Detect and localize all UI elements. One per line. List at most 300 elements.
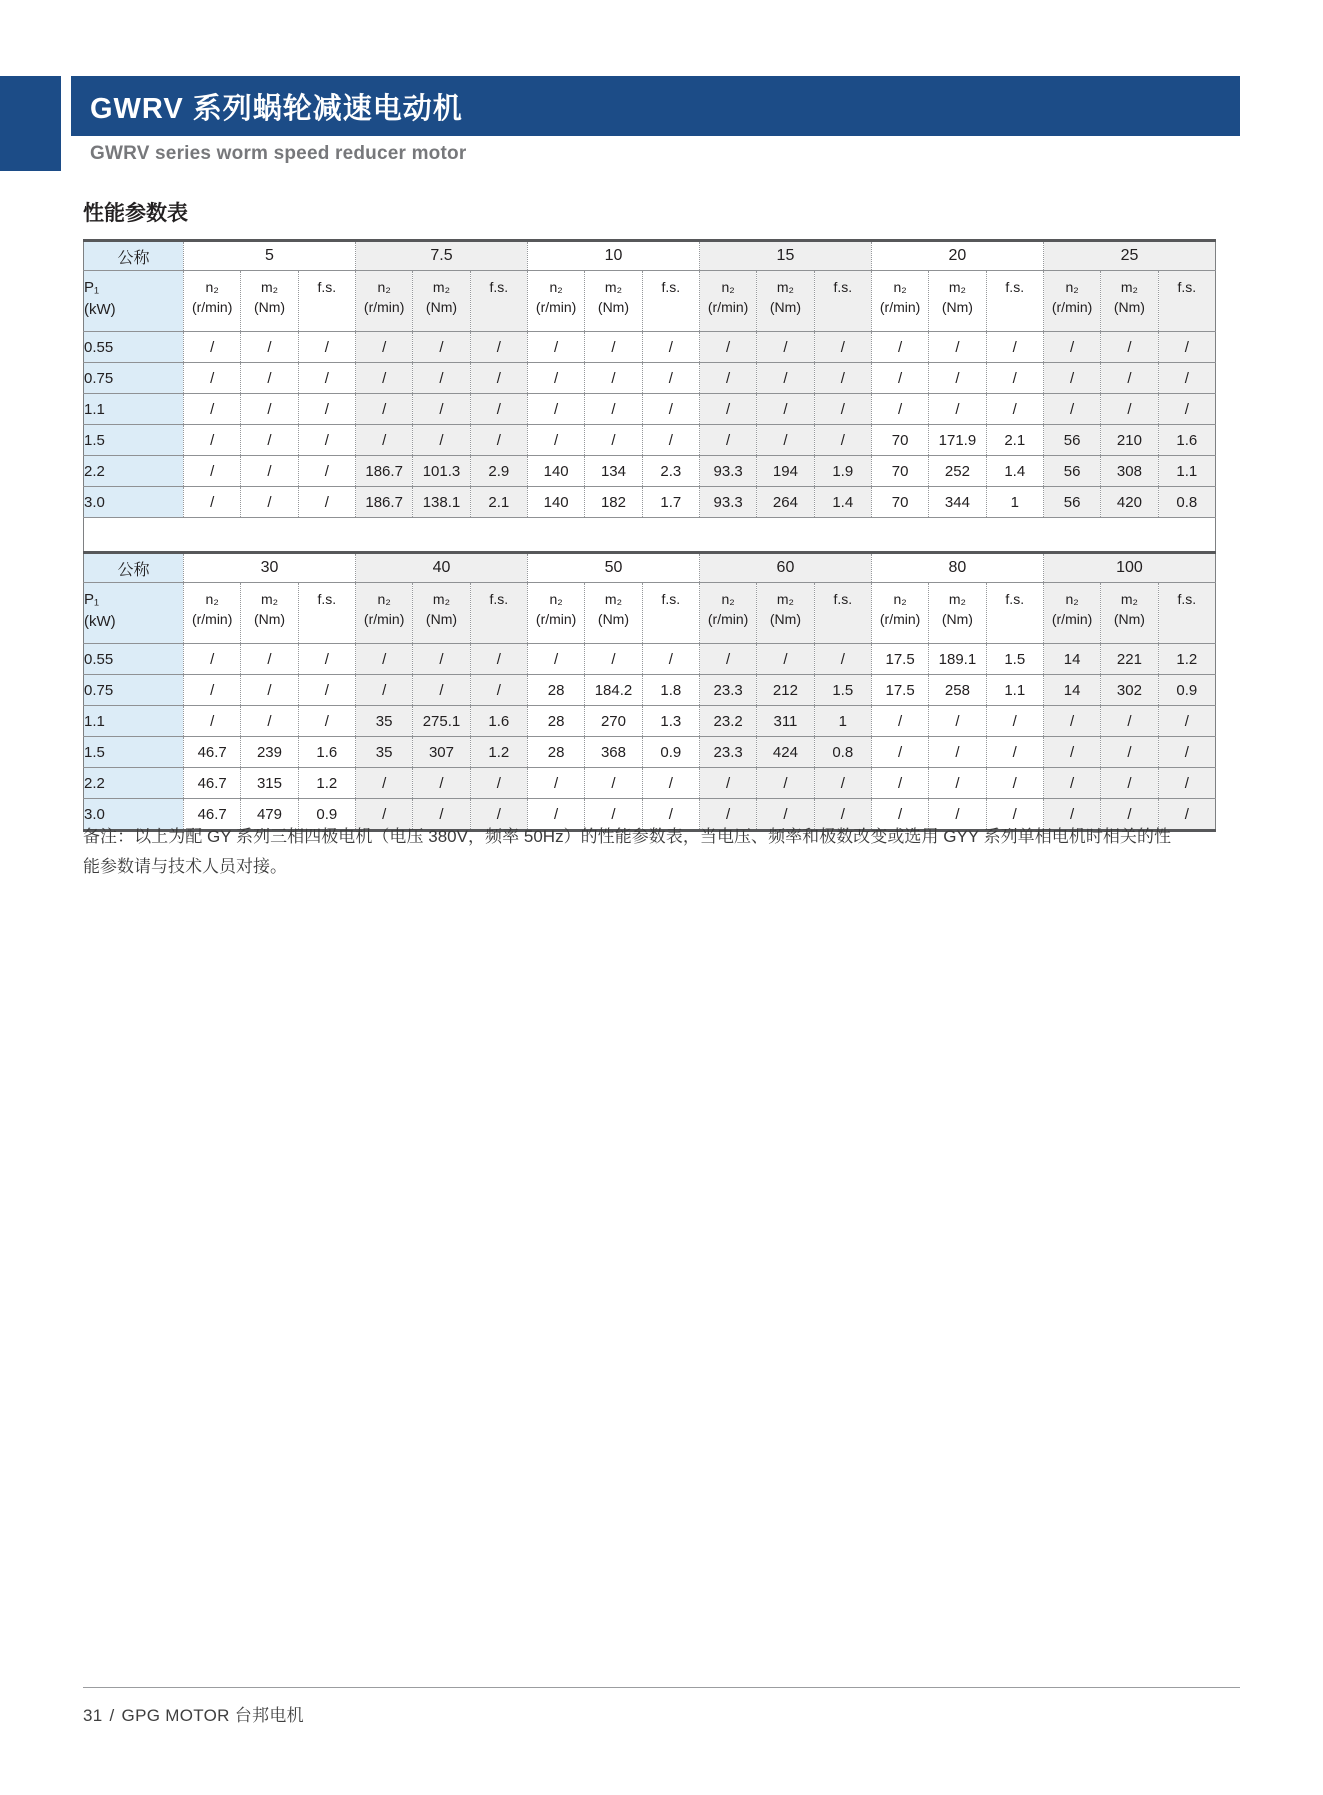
value-cell: /: [1158, 706, 1215, 737]
value-cell: 0.8: [1158, 487, 1215, 518]
speed-header-cell: n₂ (r/min): [699, 583, 756, 644]
value-cell: 302: [1101, 675, 1158, 706]
power-value-cell: 0.55: [84, 644, 184, 675]
value-cell: /: [585, 768, 642, 799]
value-cell: /: [871, 737, 928, 768]
value-cell: 186.7: [355, 456, 412, 487]
speed-header-cell: n₂ (r/min): [1043, 271, 1100, 332]
value-cell: /: [355, 644, 412, 675]
value-cell: /: [298, 456, 355, 487]
value-cell: /: [929, 332, 986, 363]
value-cell: 186.7: [355, 487, 412, 518]
value-cell: 0.9: [298, 799, 355, 831]
value-cell: /: [642, 425, 699, 456]
value-cell: /: [470, 394, 527, 425]
value-cell: /: [986, 363, 1043, 394]
value-cell: /: [585, 394, 642, 425]
value-cell: /: [929, 363, 986, 394]
value-cell: /: [699, 363, 756, 394]
ratio-table-2: [83, 551, 1216, 832]
column-header-row: [84, 271, 1216, 332]
page-subtitle: GWRV series worm speed reducer motor: [90, 143, 467, 164]
value-cell: /: [470, 799, 527, 831]
power-header-cell: P₁ (kW): [84, 271, 184, 332]
ratio-header-cell: 80: [871, 553, 1043, 583]
value-cell: /: [1043, 363, 1100, 394]
value-cell: 1.1: [986, 675, 1043, 706]
service-factor-header-cell: f.s.: [814, 271, 871, 332]
value-cell: 17.5: [871, 675, 928, 706]
data-row: [84, 425, 1216, 456]
service-factor-header-cell: f.s.: [814, 583, 871, 644]
value-cell: /: [757, 394, 814, 425]
torque-header-cell: m₂ (Nm): [929, 583, 986, 644]
value-cell: 344: [929, 487, 986, 518]
speed-header-cell: n₂ (r/min): [527, 271, 584, 332]
value-cell: /: [871, 799, 928, 831]
value-cell: 368: [585, 737, 642, 768]
value-cell: 70: [871, 487, 928, 518]
value-cell: 2.1: [470, 487, 527, 518]
value-cell: /: [1158, 768, 1215, 799]
power-header-cell: P₁ (kW): [84, 583, 184, 644]
value-cell: 0.8: [814, 737, 871, 768]
service-factor-header-cell: f.s.: [470, 271, 527, 332]
value-cell: /: [184, 332, 241, 363]
value-cell: 56: [1043, 456, 1100, 487]
value-cell: 17.5: [871, 644, 928, 675]
value-cell: /: [470, 768, 527, 799]
value-cell: /: [413, 768, 470, 799]
value-cell: /: [929, 394, 986, 425]
ratio-header-row: [84, 241, 1216, 271]
ratio-header-cell: 40: [355, 553, 527, 583]
value-cell: 70: [871, 456, 928, 487]
power-value-cell: 0.75: [84, 363, 184, 394]
speed-header-cell: n₂ (r/min): [355, 583, 412, 644]
column-header-row: [84, 583, 1216, 644]
value-cell: 1.6: [298, 737, 355, 768]
value-cell: 258: [929, 675, 986, 706]
ratio-header-cell: 60: [699, 553, 871, 583]
value-cell: 252: [929, 456, 986, 487]
value-cell: 23.2: [699, 706, 756, 737]
value-cell: /: [814, 644, 871, 675]
value-cell: 311: [757, 706, 814, 737]
value-cell: /: [413, 675, 470, 706]
value-cell: /: [1043, 768, 1100, 799]
value-cell: 420: [1101, 487, 1158, 518]
value-cell: /: [757, 332, 814, 363]
torque-header-cell: m₂ (Nm): [241, 583, 298, 644]
speed-header-cell: n₂ (r/min): [184, 583, 241, 644]
corner-cell: 公称: [84, 241, 184, 271]
value-cell: /: [699, 644, 756, 675]
value-cell: 2.9: [470, 456, 527, 487]
value-cell: /: [413, 644, 470, 675]
value-cell: /: [585, 799, 642, 831]
value-cell: 239: [241, 737, 298, 768]
service-factor-header-cell: f.s.: [298, 271, 355, 332]
value-cell: 308: [1101, 456, 1158, 487]
value-cell: /: [986, 768, 1043, 799]
data-row: [84, 363, 1216, 394]
data-row: [84, 768, 1216, 799]
value-cell: 264: [757, 487, 814, 518]
value-cell: /: [355, 332, 412, 363]
value-cell: /: [757, 799, 814, 831]
value-cell: 1.4: [814, 487, 871, 518]
value-cell: /: [642, 363, 699, 394]
value-cell: /: [929, 768, 986, 799]
power-value-cell: 3.0: [84, 799, 184, 831]
power-value-cell: 2.2: [84, 456, 184, 487]
power-value-cell: 1.5: [84, 425, 184, 456]
value-cell: /: [470, 675, 527, 706]
torque-header-cell: m₂ (Nm): [757, 583, 814, 644]
value-cell: /: [527, 768, 584, 799]
value-cell: /: [241, 332, 298, 363]
service-factor-header-cell: f.s.: [642, 271, 699, 332]
data-row: [84, 706, 1216, 737]
value-cell: /: [585, 363, 642, 394]
value-cell: /: [871, 706, 928, 737]
power-value-cell: 1.1: [84, 394, 184, 425]
value-cell: /: [871, 394, 928, 425]
value-cell: 23.3: [699, 737, 756, 768]
value-cell: /: [527, 644, 584, 675]
power-value-cell: 3.0: [84, 487, 184, 518]
page-header: [71, 76, 1240, 136]
value-cell: /: [585, 644, 642, 675]
ratio-header-cell: 30: [184, 553, 356, 583]
service-factor-header-cell: f.s.: [1158, 583, 1215, 644]
value-cell: /: [642, 394, 699, 425]
value-cell: /: [298, 425, 355, 456]
ratio-header-cell: 20: [871, 241, 1043, 271]
speed-header-cell: n₂ (r/min): [184, 271, 241, 332]
value-cell: /: [184, 456, 241, 487]
value-cell: 140: [527, 487, 584, 518]
speed-header-cell: n₂ (r/min): [871, 271, 928, 332]
ratio-header-cell: 10: [527, 241, 699, 271]
torque-header-cell: m₂ (Nm): [929, 271, 986, 332]
value-cell: /: [470, 644, 527, 675]
footer-brand: GPG MOTOR 台邦电机: [121, 1706, 304, 1725]
value-cell: 2.1: [986, 425, 1043, 456]
value-cell: 184.2: [585, 675, 642, 706]
ratio-header-cell: 50: [527, 553, 699, 583]
ratio-header-cell: 25: [1043, 241, 1215, 271]
value-cell: /: [1101, 799, 1158, 831]
torque-header-cell: m₂ (Nm): [1101, 583, 1158, 644]
value-cell: 14: [1043, 644, 1100, 675]
value-cell: /: [241, 706, 298, 737]
torque-header-cell: m₂ (Nm): [241, 271, 298, 332]
value-cell: 194: [757, 456, 814, 487]
value-cell: 138.1: [413, 487, 470, 518]
value-cell: /: [355, 394, 412, 425]
value-cell: 307: [413, 737, 470, 768]
value-cell: /: [814, 363, 871, 394]
value-cell: /: [757, 363, 814, 394]
value-cell: 28: [527, 675, 584, 706]
value-cell: /: [184, 363, 241, 394]
value-cell: /: [527, 332, 584, 363]
value-cell: /: [1101, 737, 1158, 768]
value-cell: /: [413, 799, 470, 831]
value-cell: 14: [1043, 675, 1100, 706]
value-cell: /: [1043, 394, 1100, 425]
value-cell: /: [355, 425, 412, 456]
value-cell: 28: [527, 737, 584, 768]
value-cell: 2.3: [642, 456, 699, 487]
data-row: [84, 644, 1216, 675]
value-cell: /: [986, 799, 1043, 831]
value-cell: /: [986, 332, 1043, 363]
value-cell: /: [814, 332, 871, 363]
value-cell: /: [298, 487, 355, 518]
value-cell: 46.7: [184, 799, 241, 831]
value-cell: /: [241, 394, 298, 425]
value-cell: 182: [585, 487, 642, 518]
value-cell: /: [699, 394, 756, 425]
value-cell: /: [814, 394, 871, 425]
service-factor-header-cell: f.s.: [986, 583, 1043, 644]
value-cell: /: [470, 425, 527, 456]
value-cell: 140: [527, 456, 584, 487]
page-number: 31: [83, 1706, 103, 1725]
service-factor-header-cell: f.s.: [1158, 271, 1215, 332]
value-cell: /: [527, 425, 584, 456]
value-cell: 70: [871, 425, 928, 456]
value-cell: 1.7: [642, 487, 699, 518]
value-cell: /: [241, 675, 298, 706]
footer-divider: [83, 1687, 1240, 1688]
table-spacer-row: [83, 518, 1216, 551]
value-cell: /: [699, 332, 756, 363]
value-cell: 46.7: [184, 768, 241, 799]
value-cell: /: [814, 425, 871, 456]
value-cell: 23.3: [699, 675, 756, 706]
value-cell: 212: [757, 675, 814, 706]
section-title: 性能参数表: [83, 202, 188, 225]
speed-header-cell: n₂ (r/min): [527, 583, 584, 644]
value-cell: /: [527, 363, 584, 394]
ratio-table-1: [83, 239, 1216, 518]
value-cell: /: [986, 394, 1043, 425]
value-cell: 1.3: [642, 706, 699, 737]
value-cell: 93.3: [699, 487, 756, 518]
data-row: [84, 394, 1216, 425]
data-row: [84, 456, 1216, 487]
value-cell: 275.1: [413, 706, 470, 737]
value-cell: /: [814, 799, 871, 831]
value-cell: /: [585, 332, 642, 363]
note-text: 备注：以上为配 GY 系列三相四极电机（电压 380V，频率 50Hz）的性能参数表，当电压、频率和极数改变或选用 GYY 系列单相电机时相关的性能参数请与技术人员对接。: [83, 827, 1171, 876]
value-cell: /: [642, 332, 699, 363]
value-cell: 189.1: [929, 644, 986, 675]
value-cell: /: [1158, 737, 1215, 768]
power-value-cell: 1.5: [84, 737, 184, 768]
value-cell: /: [413, 425, 470, 456]
service-factor-header-cell: f.s.: [986, 271, 1043, 332]
ratio-header-row: [84, 553, 1216, 583]
value-cell: 1.2: [470, 737, 527, 768]
value-cell: /: [1158, 799, 1215, 831]
value-cell: /: [355, 675, 412, 706]
power-value-cell: 0.55: [84, 332, 184, 363]
power-value-cell: 0.75: [84, 675, 184, 706]
value-cell: /: [871, 768, 928, 799]
value-cell: /: [413, 363, 470, 394]
value-cell: 424: [757, 737, 814, 768]
performance-parameter-tables: [83, 239, 1216, 832]
ratio-header-cell: 7.5: [355, 241, 527, 271]
speed-header-cell: n₂ (r/min): [871, 583, 928, 644]
value-cell: /: [184, 487, 241, 518]
value-cell: /: [241, 644, 298, 675]
torque-header-cell: m₂ (Nm): [757, 271, 814, 332]
page-title: GWRV 系列蜗轮减速电动机: [90, 92, 463, 125]
value-cell: /: [470, 332, 527, 363]
value-cell: /: [929, 799, 986, 831]
value-cell: /: [527, 394, 584, 425]
value-cell: /: [355, 768, 412, 799]
value-cell: 1.5: [814, 675, 871, 706]
value-cell: 93.3: [699, 456, 756, 487]
value-cell: 1.4: [986, 456, 1043, 487]
value-cell: /: [642, 799, 699, 831]
speed-header-cell: n₂ (r/min): [355, 271, 412, 332]
value-cell: /: [871, 332, 928, 363]
speed-header-cell: n₂ (r/min): [699, 271, 756, 332]
value-cell: 35: [355, 706, 412, 737]
value-cell: /: [699, 425, 756, 456]
value-cell: /: [1043, 737, 1100, 768]
value-cell: /: [1158, 332, 1215, 363]
value-cell: 1.6: [1158, 425, 1215, 456]
value-cell: /: [1101, 363, 1158, 394]
service-factor-header-cell: f.s.: [642, 583, 699, 644]
value-cell: /: [355, 799, 412, 831]
value-cell: /: [1101, 706, 1158, 737]
value-cell: /: [1101, 768, 1158, 799]
torque-header-cell: m₂ (Nm): [585, 271, 642, 332]
torque-header-cell: m₂ (Nm): [413, 271, 470, 332]
value-cell: /: [184, 675, 241, 706]
value-cell: /: [1043, 799, 1100, 831]
value-cell: /: [241, 487, 298, 518]
value-cell: 1.2: [298, 768, 355, 799]
data-row: [84, 675, 1216, 706]
value-cell: /: [241, 456, 298, 487]
value-cell: /: [241, 363, 298, 394]
value-cell: 221: [1101, 644, 1158, 675]
value-cell: 0.9: [1158, 675, 1215, 706]
value-cell: /: [757, 425, 814, 456]
side-accent-block: [0, 76, 61, 171]
value-cell: 171.9: [929, 425, 986, 456]
value-cell: /: [1158, 363, 1215, 394]
value-cell: /: [699, 768, 756, 799]
ratio-header-cell: 15: [699, 241, 871, 271]
value-cell: 1.6: [470, 706, 527, 737]
value-cell: /: [929, 737, 986, 768]
value-cell: /: [184, 394, 241, 425]
value-cell: /: [986, 706, 1043, 737]
value-cell: /: [298, 363, 355, 394]
data-row: [84, 737, 1216, 768]
value-cell: /: [871, 363, 928, 394]
value-cell: 28: [527, 706, 584, 737]
data-row: [84, 487, 1216, 518]
value-cell: 56: [1043, 487, 1100, 518]
value-cell: 1.2: [1158, 644, 1215, 675]
value-cell: /: [355, 363, 412, 394]
ratio-header-cell: 100: [1043, 553, 1215, 583]
value-cell: /: [527, 799, 584, 831]
value-cell: 1.1: [1158, 456, 1215, 487]
corner-cell: 公称: [84, 553, 184, 583]
value-cell: 270: [585, 706, 642, 737]
value-cell: 315: [241, 768, 298, 799]
value-cell: 1.8: [642, 675, 699, 706]
value-cell: /: [642, 644, 699, 675]
value-cell: /: [298, 644, 355, 675]
value-cell: 1.9: [814, 456, 871, 487]
service-factor-header-cell: f.s.: [298, 583, 355, 644]
value-cell: 210: [1101, 425, 1158, 456]
torque-header-cell: m₂ (Nm): [585, 583, 642, 644]
value-cell: /: [298, 394, 355, 425]
ratio-header-cell: 5: [184, 241, 356, 271]
value-cell: 56: [1043, 425, 1100, 456]
power-value-cell: 2.2: [84, 768, 184, 799]
value-cell: /: [298, 675, 355, 706]
value-cell: /: [184, 644, 241, 675]
value-cell: /: [298, 332, 355, 363]
speed-header-cell: n₂ (r/min): [1043, 583, 1100, 644]
value-cell: /: [929, 706, 986, 737]
value-cell: 35: [355, 737, 412, 768]
value-cell: /: [1101, 394, 1158, 425]
value-cell: 134: [585, 456, 642, 487]
value-cell: /: [699, 799, 756, 831]
value-cell: /: [986, 737, 1043, 768]
value-cell: /: [814, 768, 871, 799]
value-cell: /: [184, 706, 241, 737]
power-value-cell: 1.1: [84, 706, 184, 737]
torque-header-cell: m₂ (Nm): [1101, 271, 1158, 332]
value-cell: /: [470, 363, 527, 394]
page-footer: [83, 1701, 311, 1726]
value-cell: /: [298, 706, 355, 737]
value-cell: 479: [241, 799, 298, 831]
value-cell: 1.5: [986, 644, 1043, 675]
value-cell: /: [757, 768, 814, 799]
value-cell: 1: [814, 706, 871, 737]
value-cell: /: [642, 768, 699, 799]
value-cell: /: [1043, 706, 1100, 737]
value-cell: /: [1101, 332, 1158, 363]
value-cell: 101.3: [413, 456, 470, 487]
footer-separator: /: [109, 1706, 115, 1725]
data-row: [84, 332, 1216, 363]
value-cell: 46.7: [184, 737, 241, 768]
value-cell: 1: [986, 487, 1043, 518]
value-cell: 0.9: [642, 737, 699, 768]
